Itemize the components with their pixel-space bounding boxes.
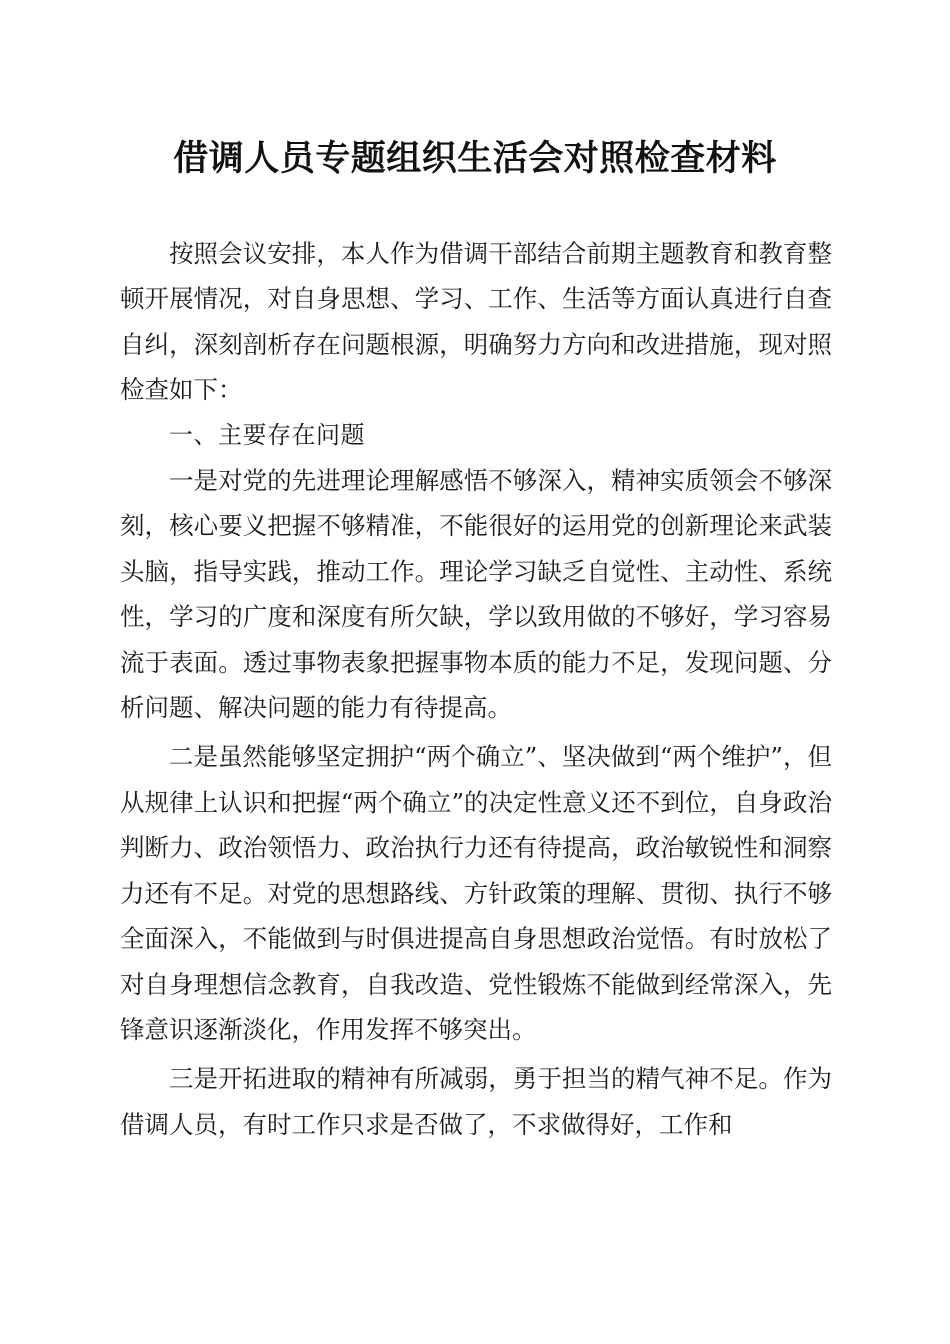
document-title: 借调人员专题组织生活会对照检查材料 <box>173 138 777 179</box>
document-body <box>120 231 832 1147</box>
intro-paragraph: 按照会议安排，本人作为借调干部结合前期主题教育和教育整顿开展情况，对自身思想、学习、工作、生活等方面认真进行自查自纠，深刻剖析存在问题根源，明确努力方向和改进措施，现对照检查如下： <box>120 239 832 405</box>
paragraph-one: 一是对党的先进理论理解感悟不够深入，精神实质领会不够深刻，核心要义把握不够精准，不能很好的运用党的创新理论来武装头脑，指导实践，推动工作。理论学习缺乏自觉性、主动性、系统性，学习的广度和深度有所欠缺，学以致用做的不够好，学习容易流于表面。透过事物表象把握事物本质的能力不足，发现问题、分析问题、解决问题的能力有待提高。 <box>120 466 832 723</box>
section-heading: 一、主要存在问题 <box>169 420 365 449</box>
paragraph-two: 二是虽然能够坚定拥护“两个确立”、坚决做到“两个维护”，但从规律上认识和把握“两个确立”的决定性意义还不到位，自身政治判断力、政治领悟力、政治执行力还有待提高，政治敏锐性和洞察力还有不足。对党的思想路线、方针政策的理解、贯彻、执行不够全面深入，不能做到与时俱进提高自身思想政治觉悟。有时放松了对自身理想信念教育，自我改造、党性锻炼不能做到经常深入，先锋意识逐渐淡化，作用发挥不够突出。 <box>120 742 832 1044</box>
paragraph-three: 三是开拓进取的精神有所减弱，勇于担当的精气神不足。作为借调人员，有时工作只求是否做了，不求做得好，工作和 <box>120 1064 832 1139</box>
